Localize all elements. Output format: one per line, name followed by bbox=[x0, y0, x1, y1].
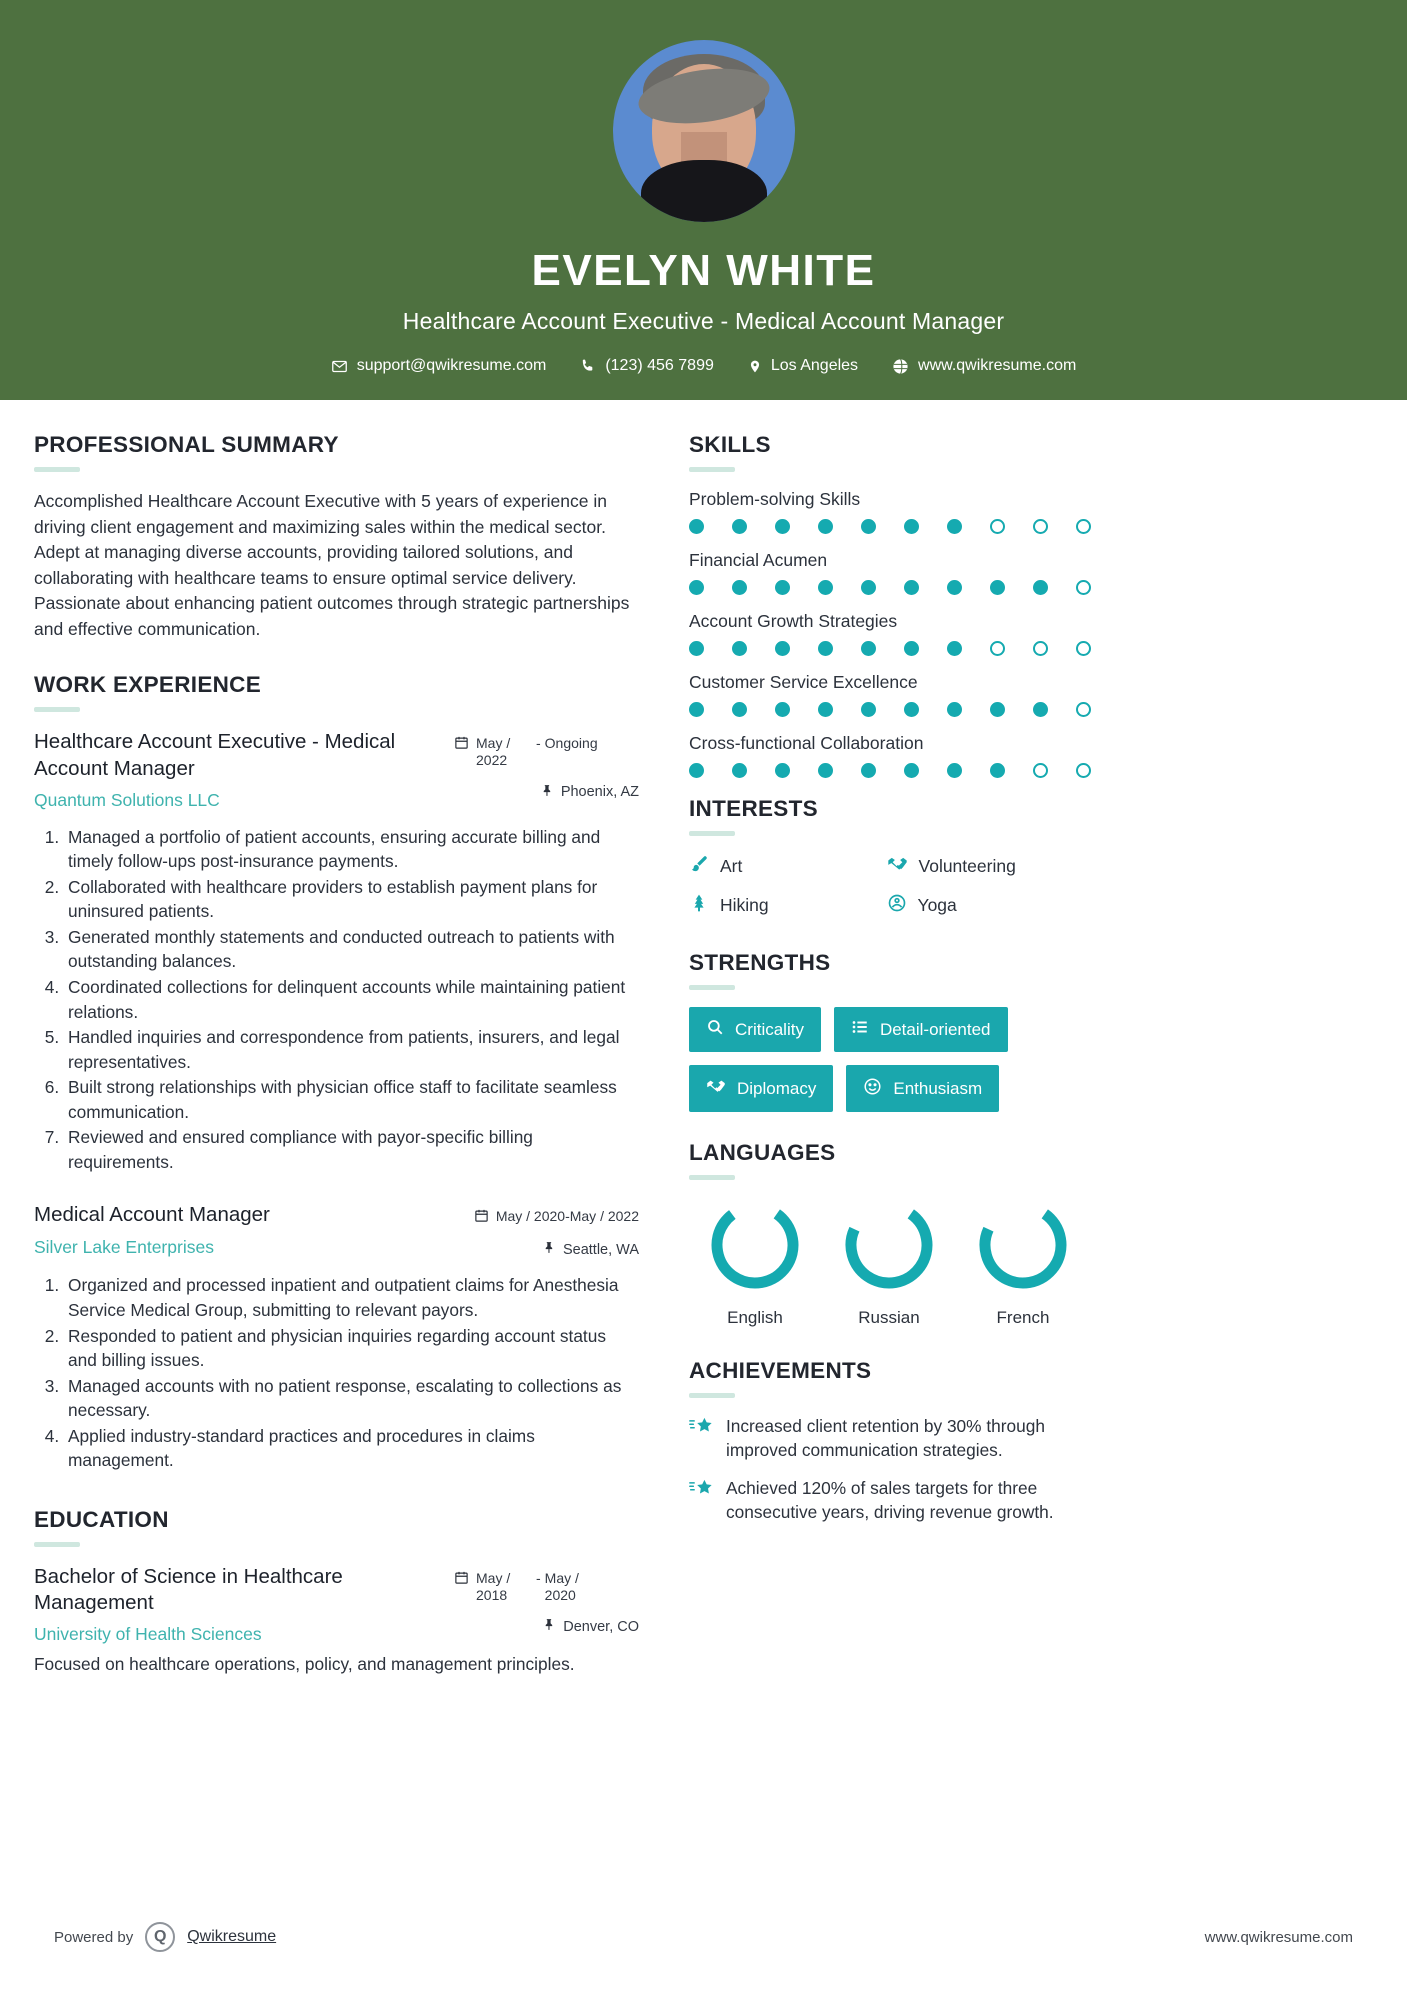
list-item: 2. Collaborated with healthcare providers to establish payment plans for uninsured patients. bbox=[64, 875, 639, 924]
skill-label: Account Growth Strategies bbox=[689, 611, 898, 631]
rating-dot-filled bbox=[732, 519, 747, 534]
rating-dot-empty bbox=[1076, 641, 1091, 656]
work-entry-meta bbox=[454, 729, 639, 802]
rating-dot-filled bbox=[775, 519, 790, 534]
rating-dot-filled bbox=[732, 702, 747, 717]
left-column bbox=[34, 432, 639, 1675]
achievements-list bbox=[689, 1415, 1084, 1524]
rating-dot-filled bbox=[818, 519, 833, 534]
rating-dot-empty bbox=[1033, 519, 1048, 534]
rating-dot-filled bbox=[904, 580, 919, 595]
rating-dot-empty bbox=[1033, 641, 1048, 656]
language-label: Russian bbox=[858, 1308, 920, 1327]
section-rule bbox=[34, 707, 80, 712]
strength-label: Diplomacy bbox=[737, 1078, 817, 1098]
calendar-icon bbox=[454, 735, 469, 753]
skill-item bbox=[689, 733, 1084, 778]
skill-rating-dots bbox=[689, 580, 1091, 595]
language-label: French bbox=[996, 1308, 1050, 1327]
rating-dot-filled bbox=[947, 641, 962, 656]
section-heading-achievements: ACHIEVEMENTS bbox=[689, 1358, 872, 1383]
section-rule bbox=[689, 985, 735, 990]
interests-list bbox=[689, 853, 1084, 932]
strength-label: Enthusiasm bbox=[893, 1078, 983, 1098]
skill-rating-dots bbox=[689, 641, 1091, 656]
list-item: 6. Built strong relationships with physician office staff to facilitate seamless communication. bbox=[64, 1075, 639, 1124]
tree-icon bbox=[689, 893, 709, 918]
achievement-item bbox=[689, 1477, 1084, 1525]
work-entry bbox=[34, 1202, 639, 1472]
resume-footer bbox=[0, 1922, 1407, 1952]
language-item bbox=[823, 1197, 955, 1328]
work-entry-date-separator: - bbox=[536, 735, 541, 752]
education-entry-title: Bachelor of Science in Healthcare Management bbox=[34, 1564, 343, 1615]
map-pin-icon bbox=[748, 358, 762, 375]
rating-dot-filled bbox=[689, 519, 704, 534]
work-entry bbox=[34, 729, 639, 1174]
skill-label: Problem-solving Skills bbox=[689, 489, 861, 509]
rating-dot-filled bbox=[818, 702, 833, 717]
strength-label: Criticality bbox=[735, 1019, 804, 1039]
strength-label: Detail-oriented bbox=[879, 1019, 991, 1039]
rating-dot-empty bbox=[1076, 702, 1091, 717]
resume-header bbox=[0, 0, 1407, 400]
rating-dot-filled bbox=[732, 580, 747, 595]
handshake-icon bbox=[887, 853, 908, 879]
rating-dot-filled bbox=[775, 763, 790, 778]
list-item: 3. Managed accounts with no patient response, escalating to collections as necessary. bbox=[64, 1374, 639, 1423]
language-donut-chart bbox=[707, 1197, 803, 1293]
language-label: English bbox=[727, 1308, 783, 1327]
avatar bbox=[613, 40, 795, 222]
achievement-text: Increased client retention by 30% through improved communication strategies. bbox=[726, 1416, 1045, 1460]
rating-dot-empty bbox=[990, 519, 1005, 534]
rating-dot-filled bbox=[904, 702, 919, 717]
work-entry-organization: Silver Lake Enterprises bbox=[34, 1236, 214, 1257]
skill-item bbox=[689, 611, 1084, 656]
education-entry bbox=[34, 1564, 639, 1675]
achievement-text: Achieved 120% of sales targets for three consecutive years, driving revenue growth. bbox=[726, 1477, 1054, 1522]
section-heading-summary: PROFESSIONAL SUMMARY bbox=[34, 432, 339, 457]
skills-list bbox=[689, 489, 1084, 778]
rating-dot-filled bbox=[947, 763, 962, 778]
job-role-subtitle: Healthcare Account Executive - Medical Account Manager bbox=[402, 308, 1005, 334]
rating-dot-filled bbox=[947, 580, 962, 595]
yoga-icon bbox=[887, 893, 907, 918]
strength-chip[interactable] bbox=[689, 1065, 833, 1112]
skill-rating-dots bbox=[689, 763, 1091, 778]
rating-dot-filled bbox=[689, 641, 704, 656]
strength-chip[interactable] bbox=[689, 1007, 821, 1052]
skill-item bbox=[689, 489, 1084, 534]
contact-email-text: support@qwikresume.com bbox=[356, 357, 547, 374]
pin-icon bbox=[541, 783, 554, 802]
list-item: 3. Generated monthly statements and conducted outreach to patients with outstanding balances. bbox=[64, 925, 639, 974]
rating-dot-filled bbox=[990, 763, 1005, 778]
rating-dot-filled bbox=[732, 641, 747, 656]
contact-email[interactable] bbox=[314, 357, 564, 375]
rating-dot-filled bbox=[904, 641, 919, 656]
interest-item bbox=[689, 853, 887, 879]
education-entry-date-end: May / 2020 bbox=[544, 1569, 579, 1603]
avatar-torso bbox=[641, 160, 767, 222]
powered-by-label: Powered by bbox=[54, 1928, 134, 1946]
rating-dot-empty bbox=[1076, 763, 1091, 778]
rating-dot-filled bbox=[947, 519, 962, 534]
rating-dot-filled bbox=[990, 580, 1005, 595]
rating-dot-filled bbox=[732, 763, 747, 778]
rating-dot-filled bbox=[775, 641, 790, 656]
rating-dot-filled bbox=[1033, 580, 1048, 595]
list-item: 1. Managed a portfolio of patient accounts, ensuring accurate billing and timely follow-ups post-insurance payments. bbox=[64, 825, 639, 874]
pin-icon bbox=[543, 1240, 556, 1259]
section-heading-work: WORK EXPERIENCE bbox=[34, 672, 262, 698]
list-item: 2. Responded to patient and physician inquiries regarding account status and billing issues. bbox=[64, 1324, 639, 1373]
work-entry-title: Medical Account Manager bbox=[34, 1203, 270, 1227]
rating-dot-filled bbox=[689, 580, 704, 595]
education-entry-description: Focused on healthcare operations, policy, and management principles. bbox=[34, 1654, 575, 1675]
interest-item bbox=[887, 893, 1085, 918]
list-item: 4. Applied industry-standard practices and procedures in claims management. bbox=[64, 1424, 639, 1473]
language-item bbox=[957, 1197, 1089, 1328]
skill-rating-dots bbox=[689, 519, 1091, 534]
star-icon bbox=[689, 1415, 713, 1463]
qwikresume-logo-icon: Q bbox=[145, 1922, 175, 1952]
rating-dot-filled bbox=[861, 519, 876, 534]
skill-label: Financial Acumen bbox=[689, 550, 828, 570]
smiley-icon bbox=[863, 1077, 882, 1101]
education-entry-date-start: May / 2018 bbox=[476, 1569, 511, 1603]
education-entry-date-separator: - bbox=[536, 1569, 541, 1586]
section-heading-strengths: STRENGTHS bbox=[689, 950, 831, 975]
languages-list bbox=[689, 1197, 1089, 1328]
envelope-icon bbox=[331, 358, 348, 375]
interest-label: Art bbox=[720, 855, 743, 876]
work-entry-bullets bbox=[34, 825, 639, 1175]
skill-label: Customer Service Excellence bbox=[689, 672, 918, 692]
rating-dot-filled bbox=[775, 580, 790, 595]
strength-chip[interactable] bbox=[846, 1065, 999, 1112]
list-item: 5. Handled inquiries and correspondence from patients, insurers, and legal representatives. bbox=[64, 1025, 639, 1074]
rating-dot-filled bbox=[1033, 702, 1048, 717]
work-entry-organization: Quantum Solutions LLC bbox=[34, 789, 220, 810]
footer-url: www.qwikresume.com bbox=[1204, 1928, 1353, 1946]
work-entry-bullets bbox=[34, 1273, 639, 1472]
interest-label: Hiking bbox=[720, 895, 769, 915]
phone-icon bbox=[580, 358, 596, 374]
section-rule bbox=[689, 1393, 735, 1398]
rating-dot-filled bbox=[861, 580, 876, 595]
contact-website[interactable] bbox=[875, 357, 1093, 375]
language-donut-chart bbox=[841, 1197, 937, 1293]
contact-location-text: Los Angeles bbox=[770, 357, 859, 374]
interest-label: Volunteering bbox=[918, 855, 1016, 876]
education-entry-organization: University of Health Sciences bbox=[34, 1624, 262, 1645]
contact-phone[interactable] bbox=[563, 357, 731, 375]
rating-dot-empty bbox=[1076, 519, 1091, 534]
rating-dot-filled bbox=[775, 702, 790, 717]
rating-dot-filled bbox=[947, 702, 962, 717]
pin-icon bbox=[543, 1617, 556, 1636]
qwikresume-brand-link[interactable]: Qwikresume bbox=[187, 1928, 277, 1945]
skill-label: Cross-functional Collaboration bbox=[689, 733, 924, 753]
work-entry-title: Healthcare Account Executive - Medical Account Manager bbox=[34, 730, 396, 780]
rating-dot-filled bbox=[990, 702, 1005, 717]
list-item: 7. Reviewed and ensured compliance with payor-specific billing requirements. bbox=[64, 1125, 639, 1174]
contact-phone-text: (123) 456 7899 bbox=[605, 357, 714, 374]
section-rule bbox=[34, 1542, 80, 1547]
work-entry-location: Seattle, WA bbox=[562, 1241, 639, 1258]
paintbrush-icon bbox=[689, 854, 709, 879]
section-rule bbox=[689, 467, 735, 472]
rating-dot-filled bbox=[689, 763, 704, 778]
star-icon bbox=[689, 1477, 713, 1525]
rating-dot-filled bbox=[861, 641, 876, 656]
rating-dot-filled bbox=[689, 702, 704, 717]
list-item: 1. Organized and processed inpatient and outpatient claims for Anesthesia Service Medical Group, submitting to relevant payors. bbox=[64, 1273, 639, 1322]
powered-by-block bbox=[54, 1922, 276, 1952]
calendar-icon bbox=[454, 1570, 469, 1588]
education-entry-location: Denver, CO bbox=[563, 1618, 639, 1635]
interest-label: Yoga bbox=[917, 895, 957, 915]
rating-dot-filled bbox=[818, 763, 833, 778]
rating-dot-empty bbox=[1033, 763, 1048, 778]
skill-item bbox=[689, 550, 1084, 595]
section-heading-languages: LANGUAGES bbox=[689, 1140, 836, 1165]
rating-dot-filled bbox=[861, 763, 876, 778]
rating-dot-empty bbox=[990, 641, 1005, 656]
skill-item bbox=[689, 672, 1084, 717]
interest-item bbox=[887, 853, 1085, 879]
section-heading-interests: INTERESTS bbox=[689, 796, 818, 821]
handshake-icon bbox=[706, 1076, 726, 1101]
rating-dot-filled bbox=[818, 580, 833, 595]
language-item bbox=[689, 1197, 821, 1328]
achievement-item bbox=[689, 1415, 1084, 1463]
work-entry-date-range: May / 2020-May / 2022 bbox=[495, 1208, 639, 1225]
rating-dot-empty bbox=[1076, 580, 1091, 595]
contact-bar bbox=[0, 357, 1407, 375]
rating-dot-filled bbox=[904, 519, 919, 534]
calendar-icon bbox=[474, 1208, 489, 1226]
rating-dot-filled bbox=[818, 641, 833, 656]
page-title: EVELYN WHITE bbox=[531, 246, 876, 295]
education-entry-meta bbox=[454, 1564, 639, 1637]
globe-icon bbox=[892, 358, 909, 375]
section-rule bbox=[34, 467, 80, 472]
work-entry-date-start: May / 2022 bbox=[476, 735, 511, 769]
interest-item bbox=[689, 893, 887, 918]
contact-location[interactable] bbox=[731, 357, 875, 375]
right-column bbox=[669, 432, 1084, 1675]
language-donut-chart bbox=[975, 1197, 1071, 1293]
section-rule bbox=[689, 1175, 735, 1180]
strength-chip[interactable] bbox=[834, 1007, 1008, 1052]
resume-body bbox=[0, 400, 1407, 1675]
strengths-list bbox=[689, 1007, 1084, 1112]
skill-rating-dots bbox=[689, 702, 1091, 717]
summary-text: Accomplished Healthcare Account Executive with 5 years of experience in driving client engagement and maximizing sales within the medical sector. Adept at managing diverse accounts, providing tailored solutions, and collaborating with healthcare teams to ensure optimal service delivery. Passionate about enhancing patient outcomes through strategic partnerships and effective communication. bbox=[34, 491, 630, 639]
contact-website-text: www.qwikresume.com bbox=[918, 357, 1077, 374]
magnifier-icon bbox=[706, 1018, 724, 1041]
list-icon bbox=[851, 1018, 869, 1041]
list-item: 4. Coordinated collections for delinquent accounts while maintaining patient relations. bbox=[64, 975, 639, 1024]
rating-dot-filled bbox=[904, 763, 919, 778]
work-entry-date-end: Ongoing bbox=[544, 735, 598, 752]
rating-dot-filled bbox=[861, 702, 876, 717]
section-rule bbox=[689, 831, 735, 836]
section-heading-education: EDUCATION bbox=[34, 1506, 169, 1532]
work-entry-location: Phoenix, AZ bbox=[560, 784, 639, 801]
section-heading-skills: SKILLS bbox=[689, 432, 771, 457]
work-entry-meta bbox=[424, 1202, 639, 1259]
